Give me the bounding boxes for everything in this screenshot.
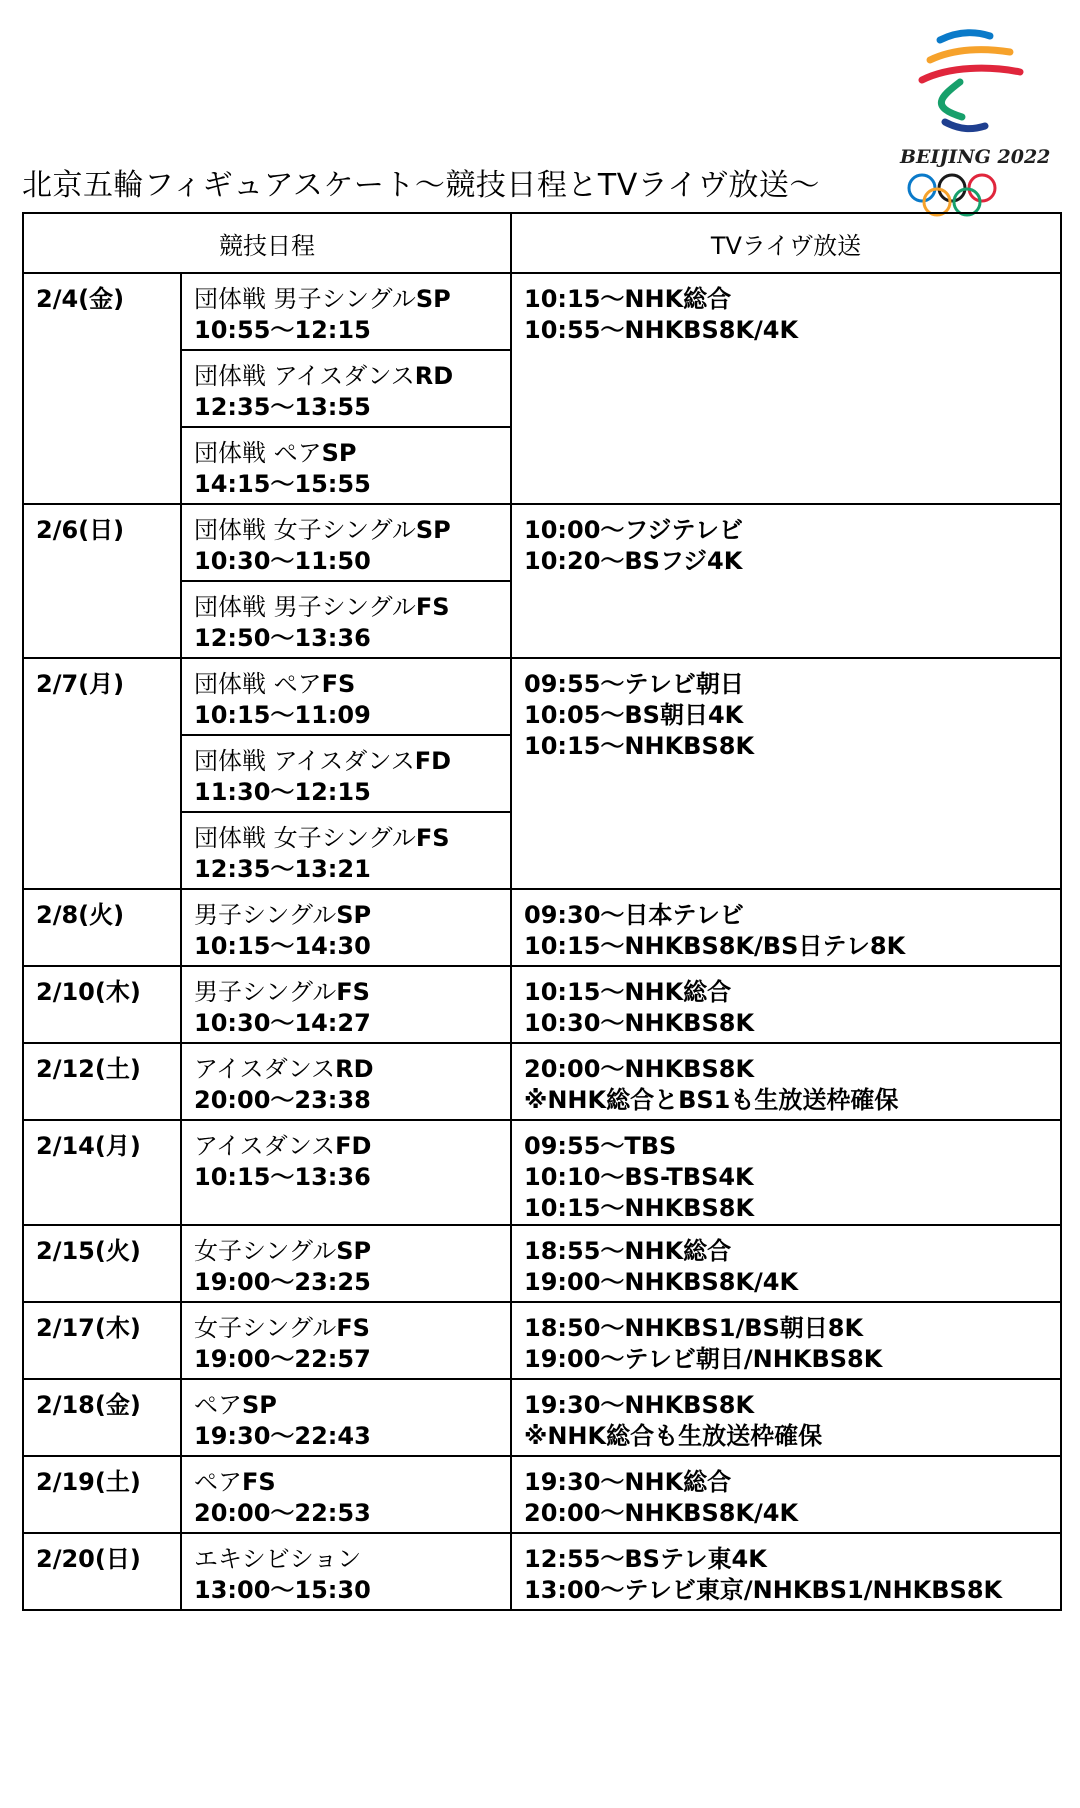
tv-cell (511, 966, 1061, 1043)
tv-broadcast-line: 09:55～テレビ朝日 (524, 670, 744, 698)
event-time: 10:15～11:09 (194, 701, 371, 729)
tv-cell (511, 658, 1061, 889)
tv-broadcast-line: 19:00～テレビ朝日/NHKBS8K (524, 1345, 883, 1373)
event-cell (181, 1379, 511, 1456)
tv-broadcast-line: 10:15～NHKBS8K (524, 732, 755, 760)
table-row (23, 1302, 1061, 1379)
tv-broadcast-line: 10:05～BS朝日4K (524, 701, 744, 729)
schedule-table (22, 212, 1062, 1611)
event-time: 10:30～11:50 (194, 547, 371, 575)
tv-cell (511, 1120, 1061, 1225)
event-time: 13:00～15:30 (194, 1576, 371, 1604)
event-cell (181, 1120, 511, 1225)
tv-broadcast-line: 13:00～テレビ東京/NHKBS1/NHKBS8K (524, 1576, 1003, 1604)
tv-cell (511, 1225, 1061, 1302)
date-cell: 2/19(土) (23, 1456, 181, 1533)
date-cell: 2/17(木) (23, 1302, 181, 1379)
event-name: 団体戦 ペアSP (194, 439, 357, 467)
tv-cell (511, 1533, 1061, 1610)
beijing-2022-logo (900, 22, 1060, 212)
event-name: 女子シングルFS (194, 1314, 370, 1342)
event-cell (181, 350, 511, 427)
table-row (23, 1456, 1061, 1533)
event-time: 20:00～23:38 (194, 1086, 371, 1114)
event-name: 団体戦 アイスダンスRD (194, 362, 454, 390)
date-cell: 2/20(日) (23, 1533, 181, 1610)
event-time: 10:55～12:15 (194, 316, 371, 344)
event-name: 団体戦 アイスダンスFD (194, 747, 452, 775)
event-cell (181, 1302, 511, 1379)
event-name: ペアSP (194, 1391, 277, 1419)
header-tv: TVライヴ放送 (511, 213, 1061, 273)
event-name: 団体戦 女子シングルSP (194, 516, 451, 544)
tv-broadcast-line: 12:55～BSテレ東4K (524, 1545, 767, 1573)
event-time: 12:35～13:21 (194, 855, 371, 883)
date-cell: 2/15(火) (23, 1225, 181, 1302)
date-cell: 2/14(月) (23, 1120, 181, 1225)
tv-broadcast-line: 18:55～NHK総合 (524, 1237, 732, 1265)
tv-broadcast-line: ※NHK総合とBS1も生放送枠確保 (524, 1086, 899, 1114)
event-name: 男子シングルFS (194, 978, 370, 1006)
tv-cell (511, 1379, 1061, 1456)
event-time: 12:35～13:55 (194, 393, 371, 421)
event-name: 団体戦 女子シングルFS (194, 824, 450, 852)
header-schedule: 競技日程 (23, 213, 511, 273)
tv-broadcast-line: 20:00～NHKBS8K/4K (524, 1499, 799, 1527)
event-name: 女子シングルSP (194, 1237, 372, 1265)
event-name: 団体戦 男子シングルSP (194, 285, 451, 313)
tv-cell (511, 1302, 1061, 1379)
event-cell (181, 1456, 511, 1533)
event-time: 19:00～22:57 (194, 1345, 371, 1373)
date-cell: 2/4(金) (23, 273, 181, 504)
date-cell: 2/7(月) (23, 658, 181, 889)
tv-broadcast-line: 20:00～NHKBS8K (524, 1055, 755, 1083)
event-time: 20:00～22:53 (194, 1499, 371, 1527)
event-cell (181, 1225, 511, 1302)
event-time: 10:15～13:36 (194, 1163, 371, 1191)
event-time: 12:50～13:36 (194, 624, 371, 652)
table-header-row (23, 213, 1061, 273)
event-time: 10:30～14:27 (194, 1009, 371, 1037)
tv-cell (511, 889, 1061, 966)
table-row (23, 966, 1061, 1043)
event-cell (181, 735, 511, 812)
table-row (23, 1225, 1061, 1302)
tv-broadcast-line: 10:15～NHKBS8K (524, 1194, 755, 1222)
event-cell (181, 581, 511, 658)
table-row (23, 889, 1061, 966)
event-name: 団体戦 ペアFS (194, 670, 356, 698)
event-name: ペアFS (194, 1468, 276, 1496)
tv-broadcast-line: 10:00～フジテレビ (524, 516, 743, 544)
logo-wordmark: BEIJING 2022 (900, 146, 1051, 168)
tv-broadcast-line: 09:30～日本テレビ (524, 901, 744, 929)
date-cell: 2/6(日) (23, 504, 181, 658)
tv-cell (511, 1043, 1061, 1120)
event-cell (181, 966, 511, 1043)
event-name: アイスダンスFD (194, 1132, 372, 1160)
table-row (23, 1120, 1061, 1225)
table-row (23, 658, 1061, 735)
tv-broadcast-line: 19:30～NHK総合 (524, 1468, 732, 1496)
table-row (23, 1533, 1061, 1610)
tv-broadcast-line: 19:00～NHKBS8K/4K (524, 1268, 799, 1296)
event-cell (181, 1043, 511, 1120)
tv-broadcast-line: 10:55～NHKBS8K/4K (524, 316, 799, 344)
table-row (23, 1379, 1061, 1456)
event-name: 男子シングルSP (194, 901, 372, 929)
tv-broadcast-line: 19:30～NHKBS8K (524, 1391, 755, 1419)
event-time: 19:00～23:25 (194, 1268, 371, 1296)
event-cell (181, 273, 511, 350)
tv-broadcast-line: 10:10～BS-TBS4K (524, 1163, 754, 1191)
tv-broadcast-line: 10:30～NHKBS8K (524, 1009, 755, 1037)
event-cell (181, 812, 511, 889)
tv-cell (511, 1456, 1061, 1533)
tv-cell (511, 273, 1061, 504)
table-row (23, 504, 1061, 581)
schedule-body (23, 273, 1061, 1610)
event-time: 11:30～12:15 (194, 778, 371, 806)
date-cell: 2/18(金) (23, 1379, 181, 1456)
tv-broadcast-line: ※NHK総合も生放送枠確保 (524, 1422, 823, 1450)
tv-broadcast-line: 10:15～NHK総合 (524, 978, 732, 1006)
event-time: 19:30～22:43 (194, 1422, 371, 1450)
tv-cell (511, 504, 1061, 658)
table-row (23, 273, 1061, 350)
tv-broadcast-line: 10:20～BSフジ4K (524, 547, 743, 575)
event-cell (181, 504, 511, 581)
tv-broadcast-line: 10:15～NHKBS8K/BS日テレ8K (524, 932, 906, 960)
tv-broadcast-line: 09:55～TBS (524, 1132, 677, 1160)
date-cell: 2/10(木) (23, 966, 181, 1043)
event-time: 14:15～15:55 (194, 470, 371, 498)
event-cell (181, 1533, 511, 1610)
event-name: アイスダンスRD (194, 1055, 374, 1083)
event-name: 団体戦 男子シングルFS (194, 593, 450, 621)
event-time: 10:15～14:30 (194, 932, 371, 960)
event-cell (181, 427, 511, 504)
event-cell (181, 889, 511, 966)
date-cell: 2/12(土) (23, 1043, 181, 1120)
table-row (23, 1043, 1061, 1120)
tv-broadcast-line: 18:50～NHKBS1/BS朝日8K (524, 1314, 864, 1342)
event-name: エキシビション (194, 1545, 362, 1573)
beijing-2022-emblem-icon (900, 22, 1060, 142)
event-cell (181, 658, 511, 735)
page-title: 北京五輪フィギュアスケート～競技日程とTVライヴ放送～ (22, 168, 820, 203)
tv-broadcast-line: 10:15～NHK総合 (524, 285, 732, 313)
date-cell: 2/8(火) (23, 889, 181, 966)
